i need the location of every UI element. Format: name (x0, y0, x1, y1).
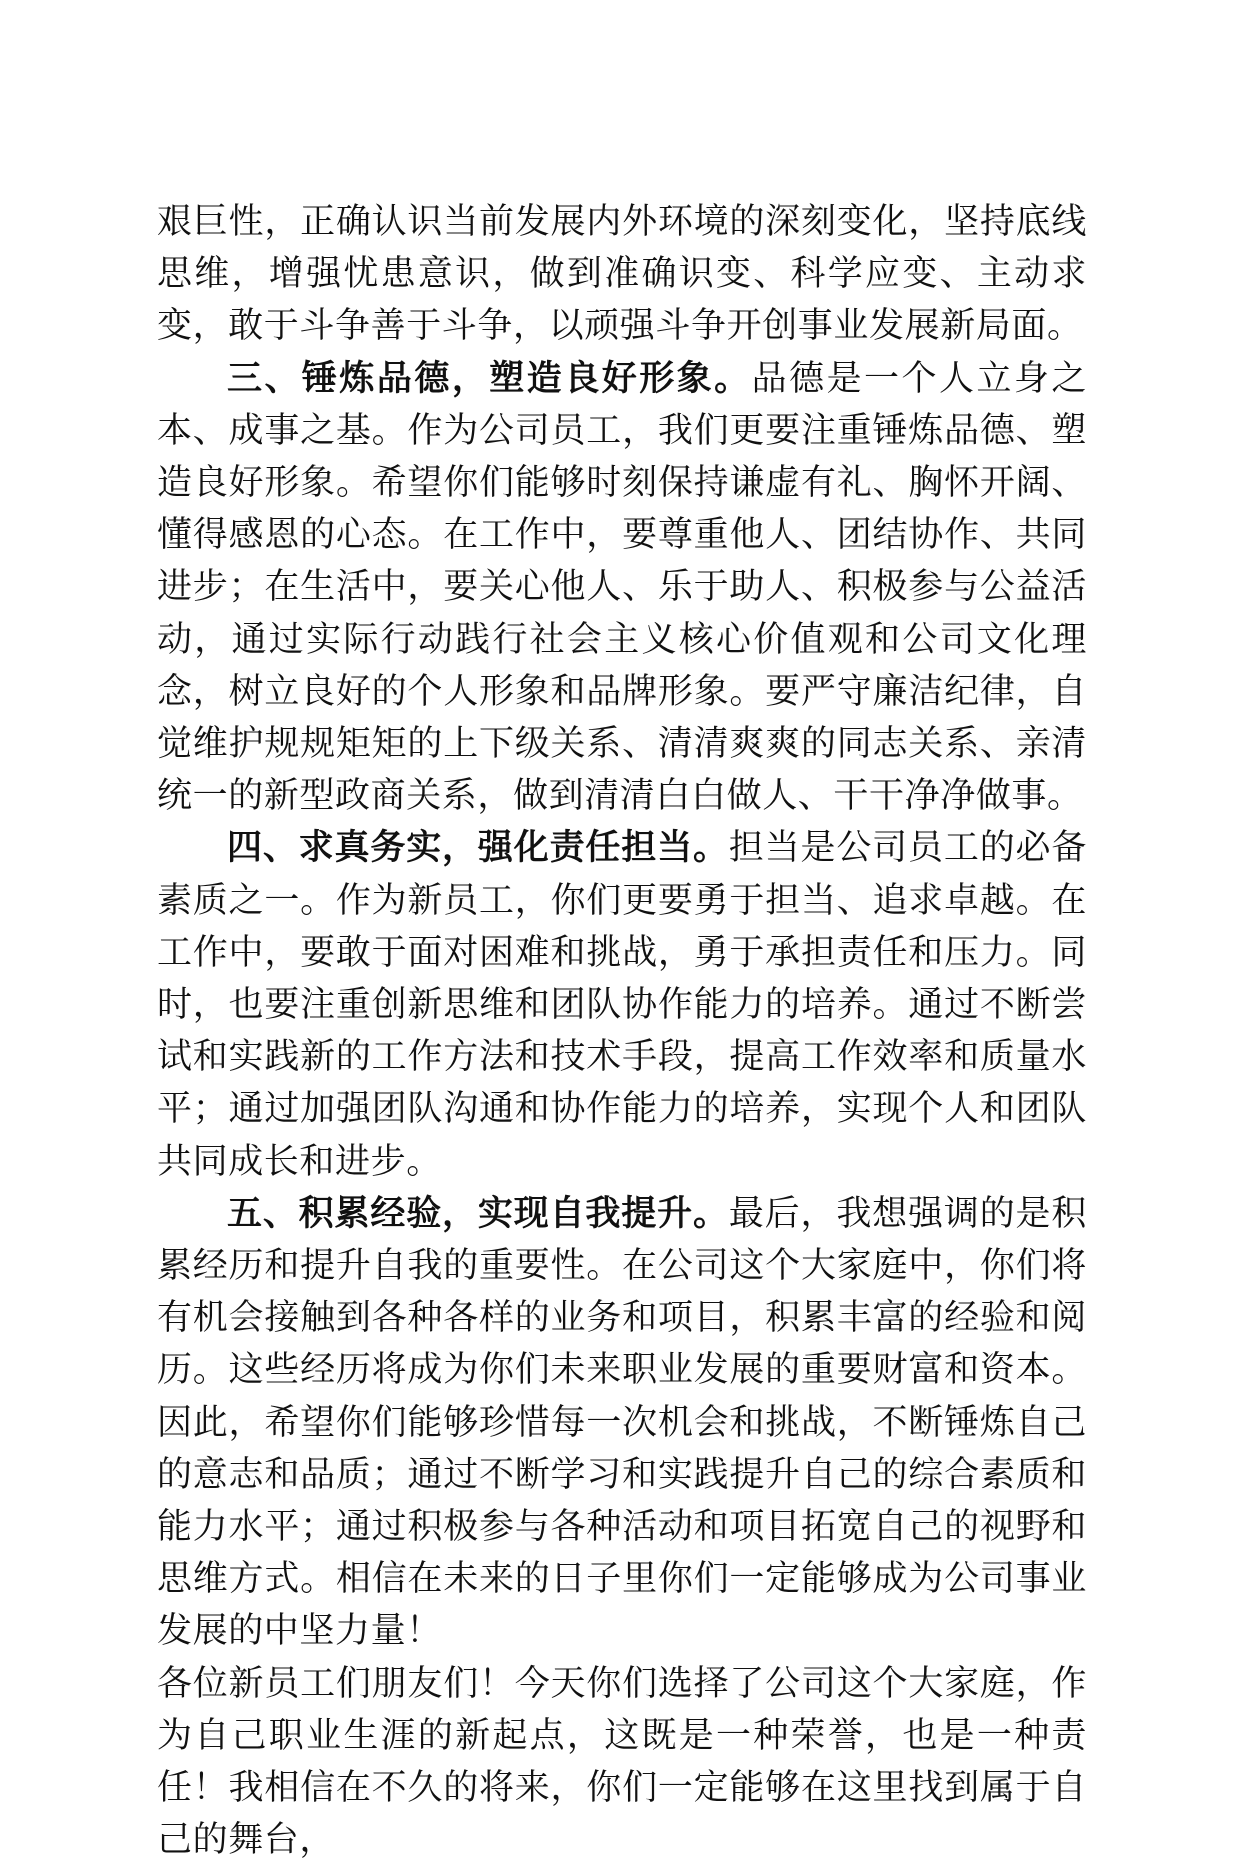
document-body (157, 196, 1087, 1867)
paragraph-body: 最后，我想强调的是积累经历和提升自我的重要性。在公司这个大家庭中，你们将有机会接触到各种各样的业务和项目，积累丰富的经验和阅历。这些经历将成为你们未来职业发展的重要财富和资本。因此，希望你们能够珍惜每一次机会和挑战，不断锤炼自己的意志和品质；通过不断学习和实践提升自己的综合素质和能力水平；通过积极参与各种活动和项目拓宽自己的视野和思维方式。相信在未来的日子里你们一定能够成为公司事业发展的中坚力量！ (157, 1193, 1087, 1652)
section-heading: 五、积累经验，实现自我提升。 (227, 1193, 729, 1234)
paragraph-body: 各位新员工们朋友们！今天你们选择了公司这个大家庭，作为自己职业生涯的新起点，这既是一种荣誉，也是一种责任！我相信在不久的将来，你们一定能够在这里找到属于自己的舞台， (157, 1663, 1087, 1861)
section-heading: 三、锤炼品德，塑造良好形象。 (227, 358, 752, 399)
paragraph-continuation (157, 196, 1087, 353)
paragraph-body: 品德是一个人立身之本、成事之基。作为公司员工，我们更要注重锤炼品德、塑造良好形象。希望你们能够时刻保持谦虚有礼、胸怀开阔、懂得感恩的心态。在工作中，要尊重他人、团结协作、共同进步；在生活中，要关心他人、乐于助人、积极参与公益活动，通过实际行动践行社会主义核心价值观和公司文化理念，树立良好的个人形象和品牌形象。要严守廉洁纪律，自觉维护规规矩矩的上下级关系、清清爽爽的同志关系、亲清统一的新型政商关系，做到清清白白做人、干干净净做事。 (157, 358, 1088, 817)
paragraph-body: 担当是公司员工的必备素质之一。作为新员工，你们更要勇于担当、追求卓越。在工作中，要敢于面对困难和挑战，勇于承担责任和压力。同时，也要注重创新思维和团队协作能力的培养。通过不断尝试和实践新的工作方法和技术手段，提高工作效率和质量水平；通过加强团队沟通和协作能力的培养，实现个人和团队共同成长和进步。 (157, 828, 1087, 1182)
paragraph-closing (157, 1658, 1087, 1867)
paragraph-body: 艰巨性，正确认识当前发展内外环境的深刻变化，坚持底线思维，增强忧患意识，做到准确识变、科学应变、主动求变，敢于斗争善于斗争，以顽强斗争开创事业发展新局面。 (157, 202, 1087, 347)
section-heading: 四、求真务实，强化责任担当。 (227, 828, 729, 869)
paragraph-section-3 (157, 353, 1087, 823)
paragraph-section-4 (157, 822, 1087, 1187)
paragraph-section-5 (157, 1188, 1087, 1658)
